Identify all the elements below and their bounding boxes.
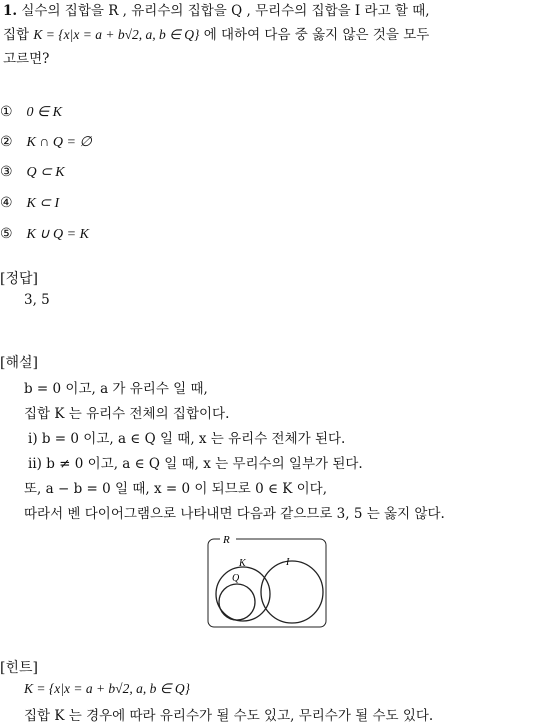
- answer-value: 3, 5: [24, 292, 50, 308]
- question-text-2-suffix: 에 대하여 다음 중 옳지 않은 것을 모두: [203, 27, 430, 43]
- venn-label-k: K: [239, 558, 246, 569]
- hint-heading: [힌트]: [0, 660, 38, 676]
- answer-heading: [정답]: [0, 271, 38, 287]
- explanation-line-2: 집합 K 는 유리수 전체의 집합이다.: [24, 406, 230, 422]
- option-expression: K ∩ Q = ∅: [26, 135, 92, 150]
- option-5[interactable]: [0, 226, 89, 243]
- set-definition-k: K = {x|x = a + b√2, a, b ∈ Q}: [33, 27, 200, 42]
- question-line-2: [3, 24, 429, 46]
- venn-circle-q: [219, 584, 255, 620]
- explanation-line-3: ⅰ) b = 0 이고, a ∈ Q 일 때, x 는 유리수 전체가 된다.: [28, 431, 346, 447]
- option-mark: ①: [0, 104, 13, 120]
- question-text-3: 고르면?: [3, 51, 50, 67]
- hint-set-definition: K = {x|x = a + b√2, a, b ∈ Q}: [24, 681, 190, 696]
- option-3[interactable]: [0, 164, 65, 181]
- venn-label-q: Q: [232, 573, 240, 584]
- option-mark: ②: [0, 134, 13, 150]
- option-1[interactable]: [0, 104, 62, 121]
- option-expression: K ∪ Q = K: [26, 227, 89, 242]
- question-text-2-prefix: 집합: [3, 27, 30, 43]
- option-2[interactable]: [0, 134, 92, 151]
- question-line-3: [3, 48, 49, 70]
- option-4[interactable]: [0, 195, 59, 212]
- explanation-line-1: b = 0 이고, a 가 유리수 일 때,: [24, 381, 208, 397]
- option-mark: ③: [0, 164, 13, 180]
- question-number: 1.: [3, 3, 18, 19]
- venn-label-i: I: [286, 557, 290, 568]
- explanation-line-6: 따라서 벤 다이어그램으로 나타내면 다음과 같으므로 3, 5 는 옳지 않다.: [24, 506, 445, 522]
- venn-diagram: [204, 533, 332, 633]
- option-expression: K ⊂ I: [26, 196, 60, 211]
- hint-line: 집합 K 는 경우에 따라 유리수가 될 수도 있고, 무리수가 될 수도 있다.: [24, 708, 434, 724]
- option-expression: Q ⊂ K: [26, 165, 65, 180]
- question-line-1: [3, 0, 430, 22]
- option-mark: ④: [0, 195, 13, 211]
- explanation-heading: [해설]: [0, 355, 38, 371]
- question-text-1: 실수의 집합을 R , 유리수의 집합을 Q , 무리수의 집합을 I 라고 할 때,: [21, 3, 430, 19]
- venn-label-r: R: [223, 534, 230, 546]
- option-mark: ⑤: [0, 226, 13, 242]
- option-expression: 0 ∈ K: [26, 105, 62, 120]
- venn-circle-k: [216, 567, 270, 621]
- explanation-line-4: ⅱ) b ≠ 0 이고, a ∈ Q 일 때, x 는 무리수의 일부가 된다.: [28, 456, 363, 472]
- explanation-line-5: 또, a − b = 0 일 때, x = 0 이 되므로 0 ∈ K 이다,: [24, 481, 327, 497]
